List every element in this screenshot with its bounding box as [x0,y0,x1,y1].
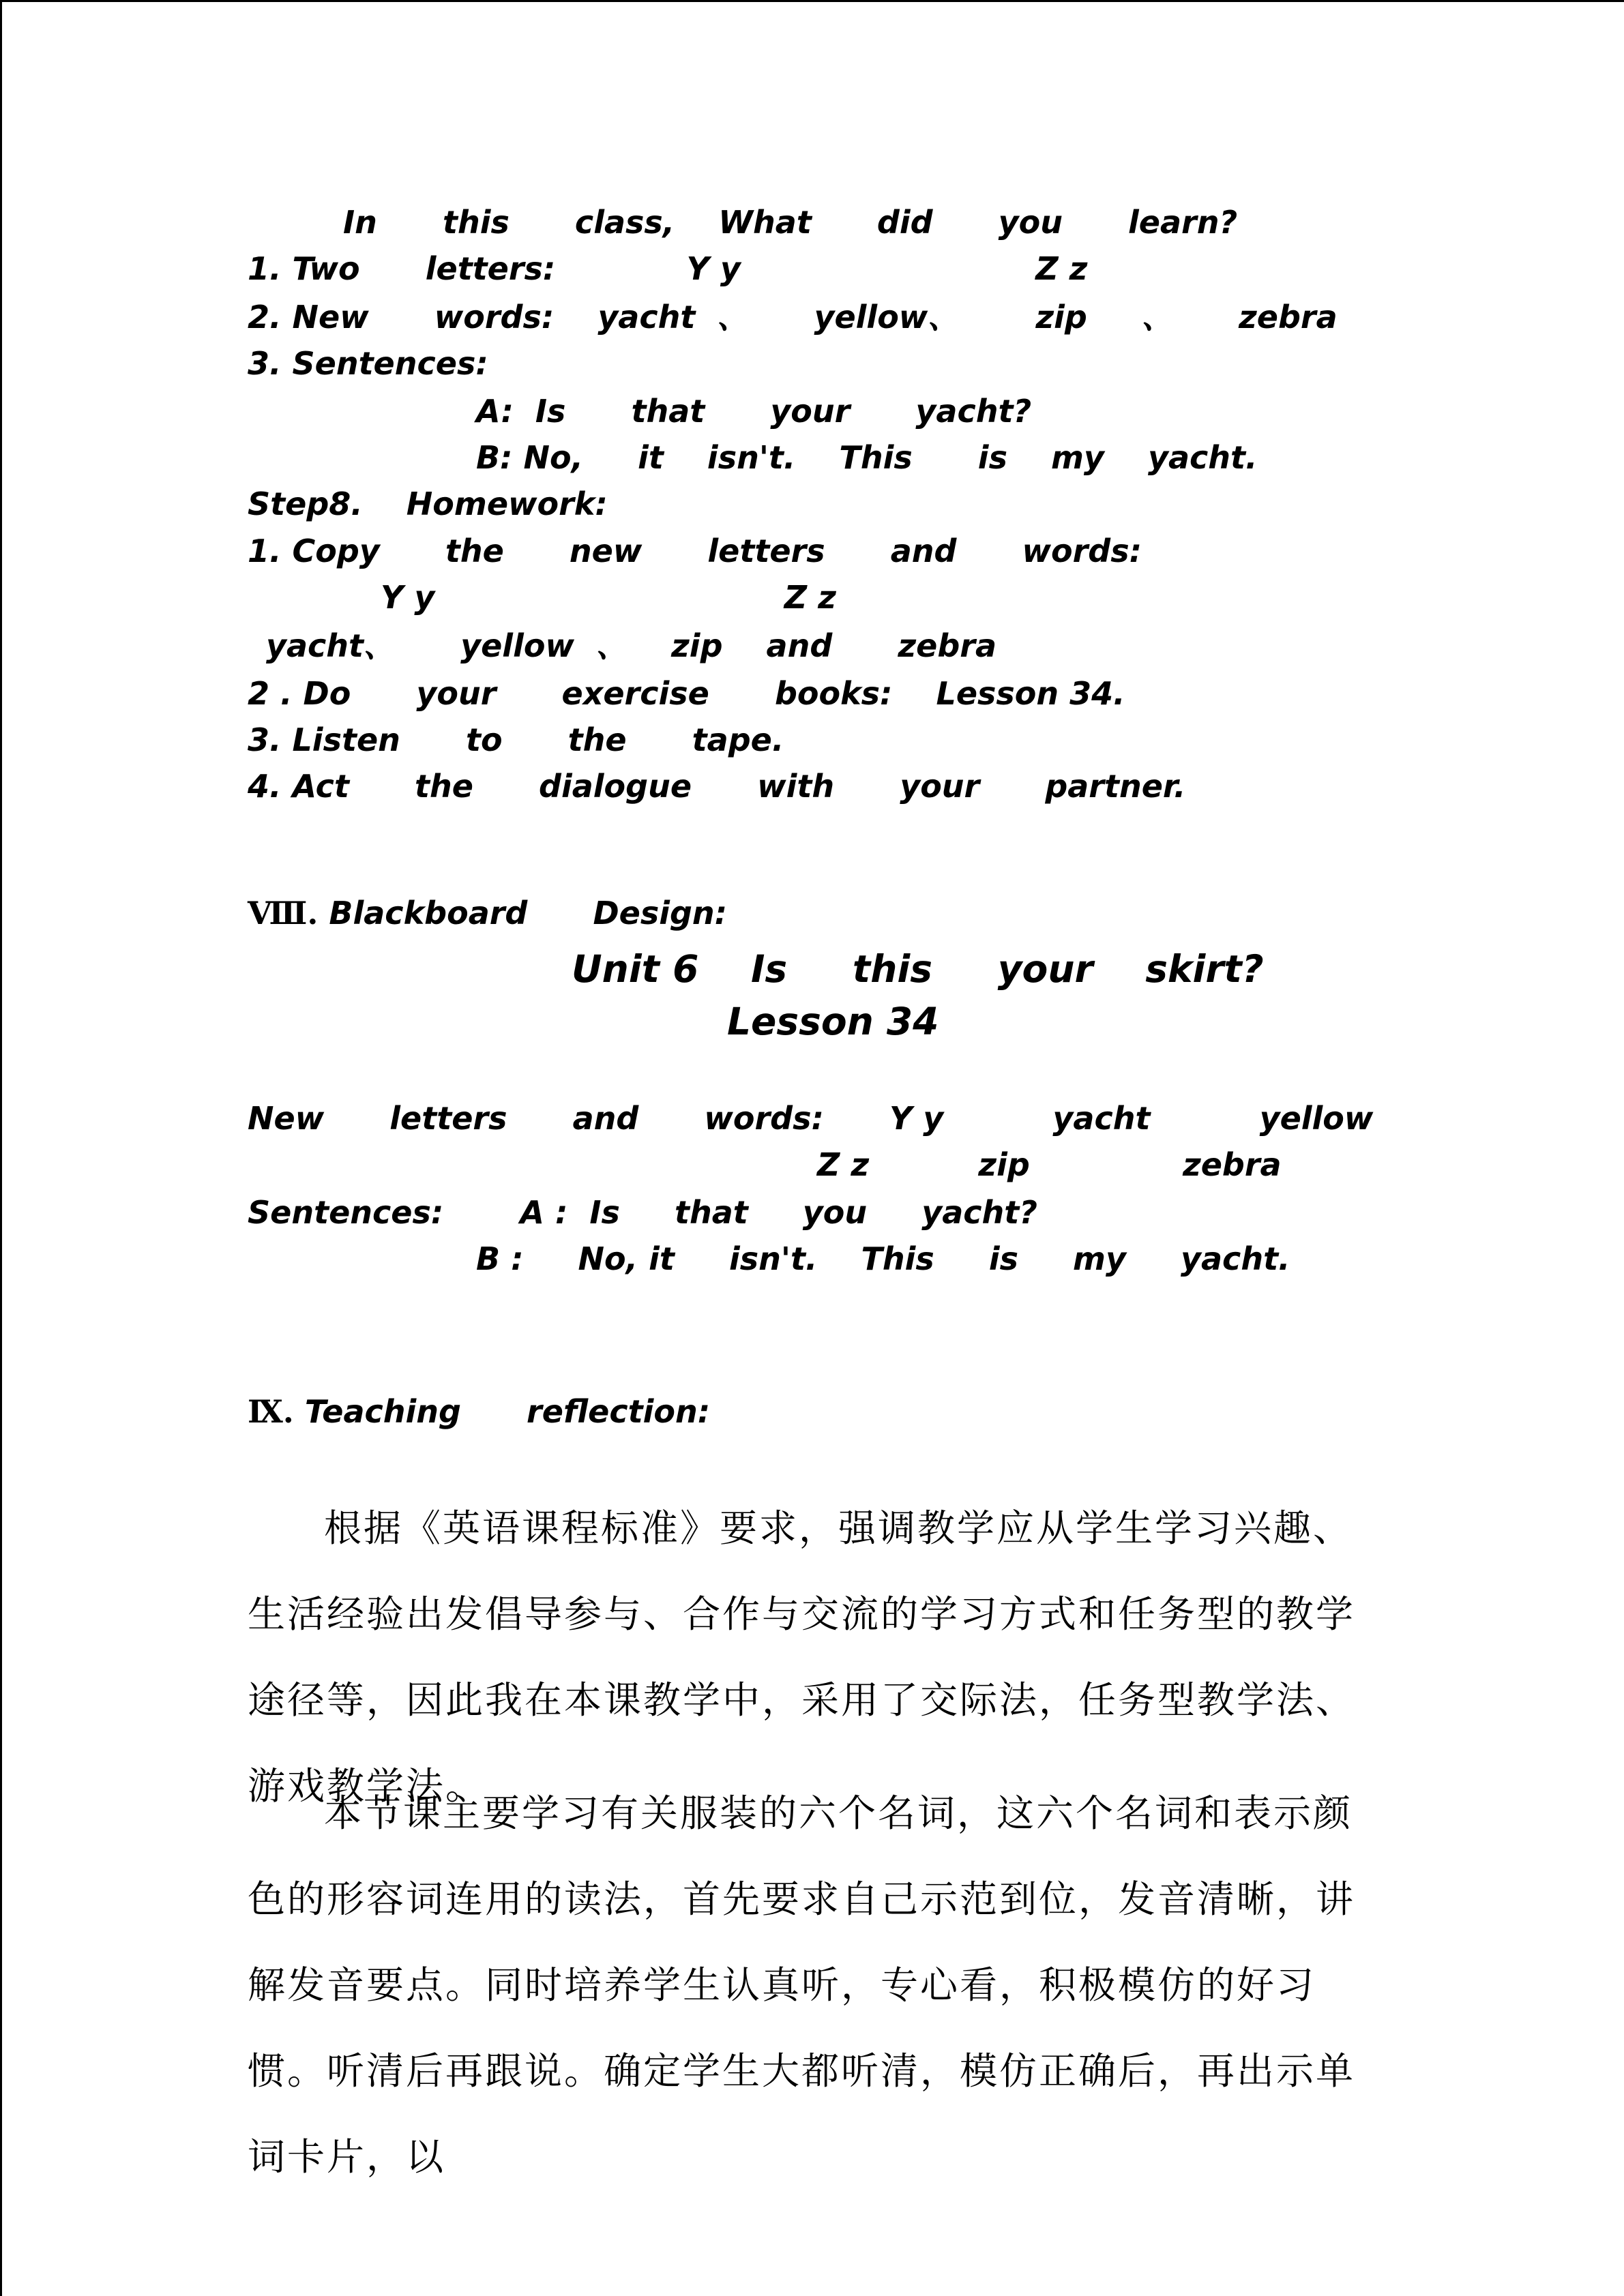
summary-item-words: 2. New words: yacht 、 yellow、 zip 、 zebra [248,299,1338,336]
summary-item-letters: 1. Two letters: Y y Z z [248,250,1088,287]
reflection-heading-text: Teaching reflection: [293,1393,711,1430]
blackboard-sentence-a: Sentences: A : Is that you yacht? [248,1194,1037,1231]
summary-item-sentences: 3. Sentences: [248,345,488,382]
homework-words: yacht、 yellow 、 zip and zebra [266,627,996,664]
blackboard-heading [248,893,727,934]
homework-item-act: 4. Act the dialogue with your partner. [248,768,1186,805]
blackboard-new-words-row1: New letters and words: Y y yacht yellow [248,1100,1374,1137]
homework-letters: Y y Z z [381,579,836,616]
reflection-paragraph-2: 本节课主要学习有关服装的六个名词，这六个名词和表示颜色的形容词连用的读法，首先要求自己示范到位，发音清晰，讲解发音要点。同时培养学生认真听，专心看，积极模仿的好习惯。听清后再跟说。确定学生大都听清，模仿正确后，再出示单词卡片，以 [248,1791,1356,2179]
homework-heading: Step8. Homework: [248,486,608,522]
section-numeral-8: Ⅷ. [248,895,319,931]
summary-sentence-a: A: Is that your yacht? [476,393,1032,430]
reflection-paragraph-1: 根据《英语课程标准》要求，强调教学应从学生学习兴趣、生活经验出发倡导参与、合作与交流的学习方式和任务型的教学途径等，因此我在本课教学中，采用了交际法，任务型教学法、游戏教学法。 [248,1506,1356,1808]
blackboard-new-words-row2: Z z zip zebra [817,1146,1282,1183]
section-numeral-9: Ⅸ. [248,1393,294,1430]
summary-question: In this class, What did you learn? [343,204,1238,241]
homework-item-copy: 1. Copy the new letters and words: [248,533,1142,569]
summary-sentence-b: B: No, it isn't. This is my yacht. [476,439,1258,476]
reflection-heading [248,1391,710,1432]
blackboard-unit-title: Unit 6 Is this your skirt? [572,947,1264,991]
blackboard-lesson-title: Lesson 34 [727,1000,939,1043]
homework-item-exercise: 2 . Do your exercise books: Lesson 34. [248,675,1125,712]
blackboard-heading-text: Blackboard Design: [318,895,728,931]
blackboard-sentence-b: B : No, it isn't. This is my yacht. [476,1240,1290,1277]
homework-item-listen: 3. Listen to the tape. [248,721,784,758]
